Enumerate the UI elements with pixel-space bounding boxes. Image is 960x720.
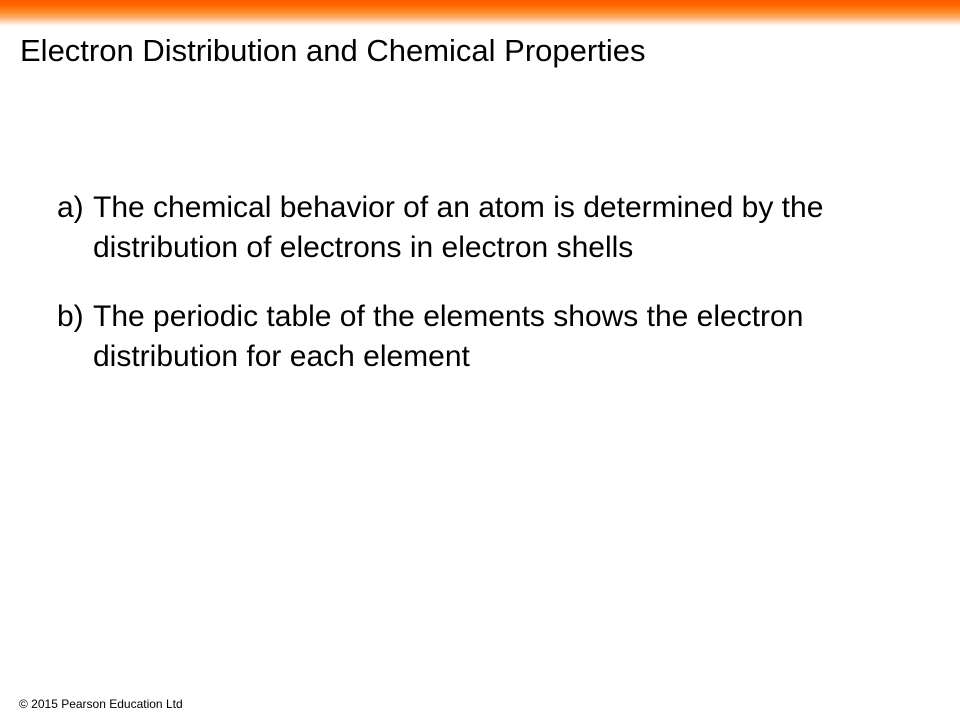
bullet-text: The chemical behavior of an atom is determined by the distribution of electrons in electron shells — [93, 191, 824, 264]
bullet-list — [57, 188, 937, 406]
slide-title: Electron Distribution and Chemical Properties — [20, 33, 646, 68]
bullet-item-b — [57, 297, 937, 377]
bullet-marker: b) — [57, 300, 84, 333]
bullet-marker: a) — [57, 191, 84, 224]
accent-band — [0, 0, 960, 26]
bullet-item-a — [57, 188, 937, 268]
copyright-notice: © 2015 Pearson Education Ltd — [19, 697, 183, 711]
bullet-text: The periodic table of the elements shows the electron distribution for each element — [93, 300, 804, 373]
